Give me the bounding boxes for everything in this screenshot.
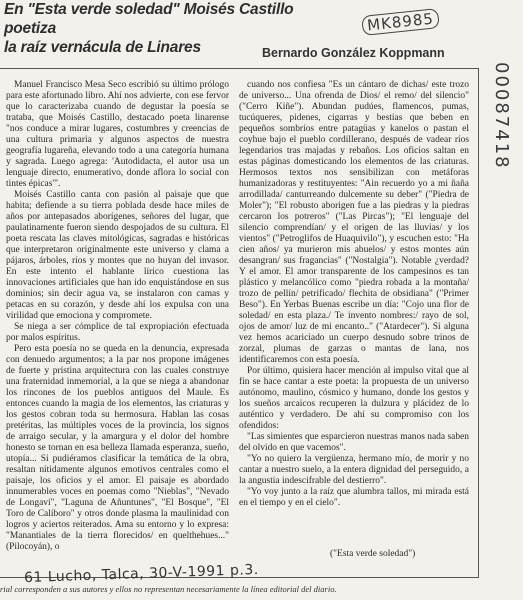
headline-line-1: En "Esta verde soledad" Moisés Castillo poetiza [4, 1, 294, 37]
handwritten-source-note: 61 Lucho, Talca, 30-V-1991 p.3. [23, 561, 259, 587]
paragraph: cuando nos confiesa "Es un cántaro de dichas/ este trozo de universo... Una ofrenda de Dios/ el remo/ del silencio" ("Cerro Kiñe"). Abundan pudúes, flamencos, pumas, tucúqueres, pidenes, cigarras y bestias que beben en pequeños sombríos entre patagüas y kanelos o pastan el coyhue bajo el pueblo cordillerano, después de vadear ríos legendarios tras majadas y rebaños. Los oficios saltan en estas páginas domesticando los elementos de las criaturas. Hermosos textos nos sensibilizan con metáforas humanizadoras y restituyentes: "Ain recuerdo yo a mi ñaña arrodillada/ canturreando dulcemente su deber" ("Piedra de Moler"); "El robusto aborigen fue a las piedras y la piedras cercaron los potreros" ("Las Pircas"); "El lenguaje del silencio comprendían/ y el origen de las lluvias/ y los vientos" ("Petroglifos de Huaquivilo"), y escuchen esto: "Ha cien años/ ya murieron mis abuelos/ y estos montes aún desangran/ sus fragancias" ("Nostalgia"). Notable ¿verdad? Y el amor. El amor transparente de los campesinos es tan plástico y melancólico como "piedra robada a la montaña/ trozo de pellín/ petrificado/ flechita de obsidiana" ("Primer Beso"). En Yerbas Buenas escribe un día: "Cojo una flor de soledad/ en esta plaza./ Te invento nombres:/ rayo de sol, ojos de amor/ luz de mi encanto.." ("Atardecer"). Si alguna vez hemos acariciado un cuerpo desnudo sobre trinos de zorzal, plumas de garzas o mantas de lana, nos identificaremos con esta poesía. [239, 80, 469, 365]
quote: "Las simientes que esparcieron nuestras manos nada saben del olvido en que vacemos". [239, 432, 469, 453]
quote: "Yo no quiero la vergüenza, hermano mío, de morir y no cantar a nuestro suelo, a la entera dignidad del perseguido, a la angustia indescifrable del destierro". [239, 454, 469, 486]
archive-code-text: MK8985 [361, 8, 440, 36]
headline-line-2: la raíz vernácula de Linares [4, 39, 201, 56]
quote: "Yo voy junto a la raíz que alumbra tallos, mi mirada está en el tiempo y en el cielo". [239, 487, 469, 508]
article-column-2 [239, 80, 469, 509]
paragraph: Manuel Francisco Mesa Seco escribió su último prólogo para este afortunado libro. Ahí nos advierte, con ese fervor que lo caracterizaba cuando de degustar la poesía se trataba, que Moisés Castillo, destacado poeta linarense "nos conduce a mirar lugares, costumbres y creencias de una cultura primaria y algunos aspectos de nuestra geografía lugareña, elevando todo a una categoría humana y sagrada. Luego agrega: 'Autodidacta, el autor usa un lenguaje directo, enumerativo, donde aflora lo social con tintes épicas'". [6, 80, 229, 189]
paragraph: Pero esta poesía no se queda en la denuncia, expresada con denuedo argumentos; a la par nos propone imágenes de fuerte y prístina arquitectura con las cuales construye una fraternidad inmemorial, a la que se niega a abandonar los rincones de los pueblos antiguos del Maule. Es entonces cuando la magia de los elementos, las criaturas y los gestos cobran toda su hermosura. Hablan las cosas pretéritas, las múltiples voces de la provincia, los signos de arraigo secular, y la amargura y el dolor del hombre honesto se tornan en esa belleza llamada esperanza, sueño, utopía... Si pudiéramos clasificar la temática de la obra, resaltan nítidamente algunos emotivos centrales como el paisaje, los oficios y el amor. El paisaje es abordado innumerables voces en poemas como "Nieblas", "Nevado de Longaví", "Laguna de Añuntunes", "El Bosque", "El Toro de Calíboro" y otros donde plasma la maulinidad con logros y aciertos reiterados. Ama su entorno y lo expresa: "Manantiales de la tierra florecidos/ en quelthehues..." (Pilocoyán), o [6, 344, 229, 552]
book-signoff: ("Esta verde soledad") [330, 549, 416, 559]
paragraph: Por último, quisiera hacer mención al impulso vital que al fin se hace cantar a este poeta: la propuesta de un universo autónomo, maulino, cósmico y humano, donde los gestos y los sueños arcaicos recuperen la dulzura y plácidez de lo auténtico y verdadero. De ahí su compromiso con los ofendidos: [239, 366, 469, 431]
editorial-disclaimer: rial corresponden a sus autores y ellos no representan necesariamente la línea editorial del diario. [0, 584, 337, 594]
paragraph: Moisés Castillo canta con pasión al paisaje que que habita; defiende a su tierra poblada desde hace miles de años por antepasados aborígenes, señores del lugar, que paulatinamente fueron siendo despojados de su cultura. El poeta rescata las claves mitológicas, sagradas e históricas que interpretaron originalmente este universo y clama a pájaros, árboles, ríos y montes que no huyan del invasor. En este intento el hablante lírico cuestiona las innovaciones artificiales que han ido enquistándose en sus dominios; sin decir agua va, se instalaron con camas y petacas en su corazón, y desde ahí los expulsa con una virilidad que emociona y compromete. [6, 190, 229, 321]
archive-code [361, 8, 440, 36]
paragraph: Se niega a ser cómplice de tal expropiación efectuada por malos espíritus. [6, 322, 229, 343]
side-catalog-code: 00087418 [491, 62, 512, 170]
author-byline: Bernardo González Koppmann [262, 46, 445, 60]
article-column-1 [6, 80, 229, 553]
